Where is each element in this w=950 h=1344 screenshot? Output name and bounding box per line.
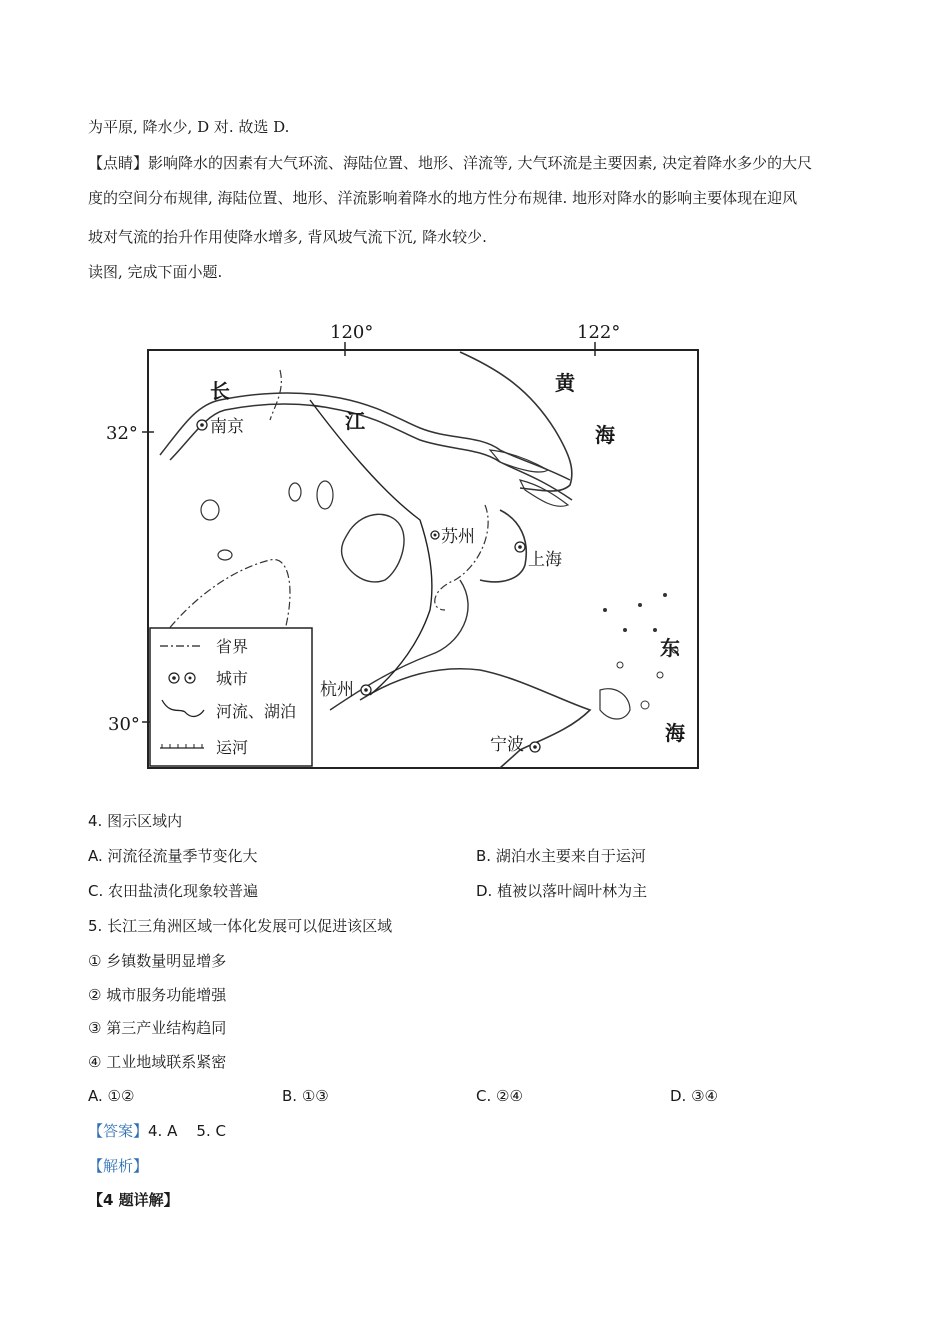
hangzhou-bay-coast — [360, 669, 590, 768]
lon-label-122: 122° — [577, 322, 621, 343]
legend-river-label: 河流、湖泊 — [216, 702, 297, 721]
grand-canal — [310, 400, 432, 695]
city-marker-hangzhou — [361, 685, 371, 695]
city-marker-shanghai — [515, 542, 525, 552]
answer-tag: 【答案】 — [88, 1122, 149, 1140]
lat-label-30: 30° — [108, 714, 140, 735]
q5-option-b: B. ①③ — [282, 1087, 329, 1105]
label-huang: 黄 — [555, 371, 575, 395]
zhoushan-island — [600, 689, 630, 719]
label-hai-east: 海 — [665, 721, 685, 745]
city-marker-ningbo — [530, 742, 540, 752]
intro-line-3: 度的空间分布规律, 海陆位置、地形、洋流影响着降水的地方性分布规律. 地形对降水的影响主要体现在迎风 — [88, 189, 798, 207]
label-hai-yellow: 海 — [595, 423, 615, 447]
q5-option-d: D. ③④ — [670, 1087, 718, 1105]
q4-option-d: D. 植被以落叶阔叶林为主 — [476, 882, 648, 900]
province-border-shanghai — [435, 505, 488, 610]
label-chang: 长 — [210, 379, 230, 403]
lon-label-120: 120° — [330, 322, 374, 343]
q5-option-c: C. ②④ — [476, 1087, 523, 1105]
answer-text: 4. A 5. C — [148, 1122, 226, 1140]
legend-canal-label: 运河 — [216, 738, 249, 757]
city-label-ningbo: 宁波 — [490, 735, 524, 755]
q5-stem: 5. 长江三角洲区域一体化发展可以促进该区域 — [88, 917, 393, 935]
q4-stem: 4. 图示区域内 — [88, 812, 183, 830]
label-dong: 东 — [660, 636, 680, 660]
q5-statement-4: ④ 工业地域联系紧密 — [88, 1053, 227, 1071]
q4-option-c: C. 农田盐渍化现象较普遍 — [88, 882, 259, 900]
legend-border-label: 省界 — [216, 637, 249, 656]
city-marker-suzhou — [431, 531, 439, 539]
city-label-shanghai: 上海 — [528, 550, 562, 570]
intro-line-1: 为平原, 降水少, D 对. 故选 D. — [88, 118, 290, 136]
city-label-hangzhou: 杭州 — [320, 680, 354, 700]
q5-statement-2: ② 城市服务功能增强 — [88, 986, 227, 1004]
q5-statement-3: ③ 第三产业结构趋同 — [88, 1019, 227, 1037]
q4-option-a: A. 河流径流量季节变化大 — [88, 847, 258, 865]
q5-statement-1: ① 乡镇数量明显增多 — [88, 952, 227, 970]
q5-option-a: A. ①② — [88, 1087, 135, 1105]
q4-detail-heading: 【4 题详解】 — [88, 1191, 179, 1209]
map-legend — [150, 628, 312, 766]
answer-line — [88, 1121, 226, 1141]
q4-option-b: B. 湖泊水主要来自于运河 — [476, 847, 646, 865]
intro-line-2: 【点睛】影响降水的因素有大气环流、海陆位置、地形、洋流等, 大气环流是主要因素, 决定着降水多少的大尺 — [88, 154, 813, 172]
intro-line-4: 坡对气流的抬升作用使降水增多, 背风坡气流下沉, 降水较少. — [88, 228, 487, 246]
legend-city-label: 城市 — [216, 669, 249, 688]
taihu-lake — [342, 514, 404, 582]
intro-line-5: 读图, 完成下面小题. — [88, 263, 223, 281]
yangtze-delta-map — [100, 310, 720, 780]
label-jiang: 江 — [345, 409, 365, 433]
city-label-suzhou: 苏州 — [441, 527, 475, 547]
city-marker-nanjing — [197, 420, 207, 430]
lat-label-32: 32° — [106, 423, 138, 444]
analysis-heading: 【解析】 — [88, 1157, 149, 1175]
city-label-nanjing: 南京 — [210, 417, 244, 437]
